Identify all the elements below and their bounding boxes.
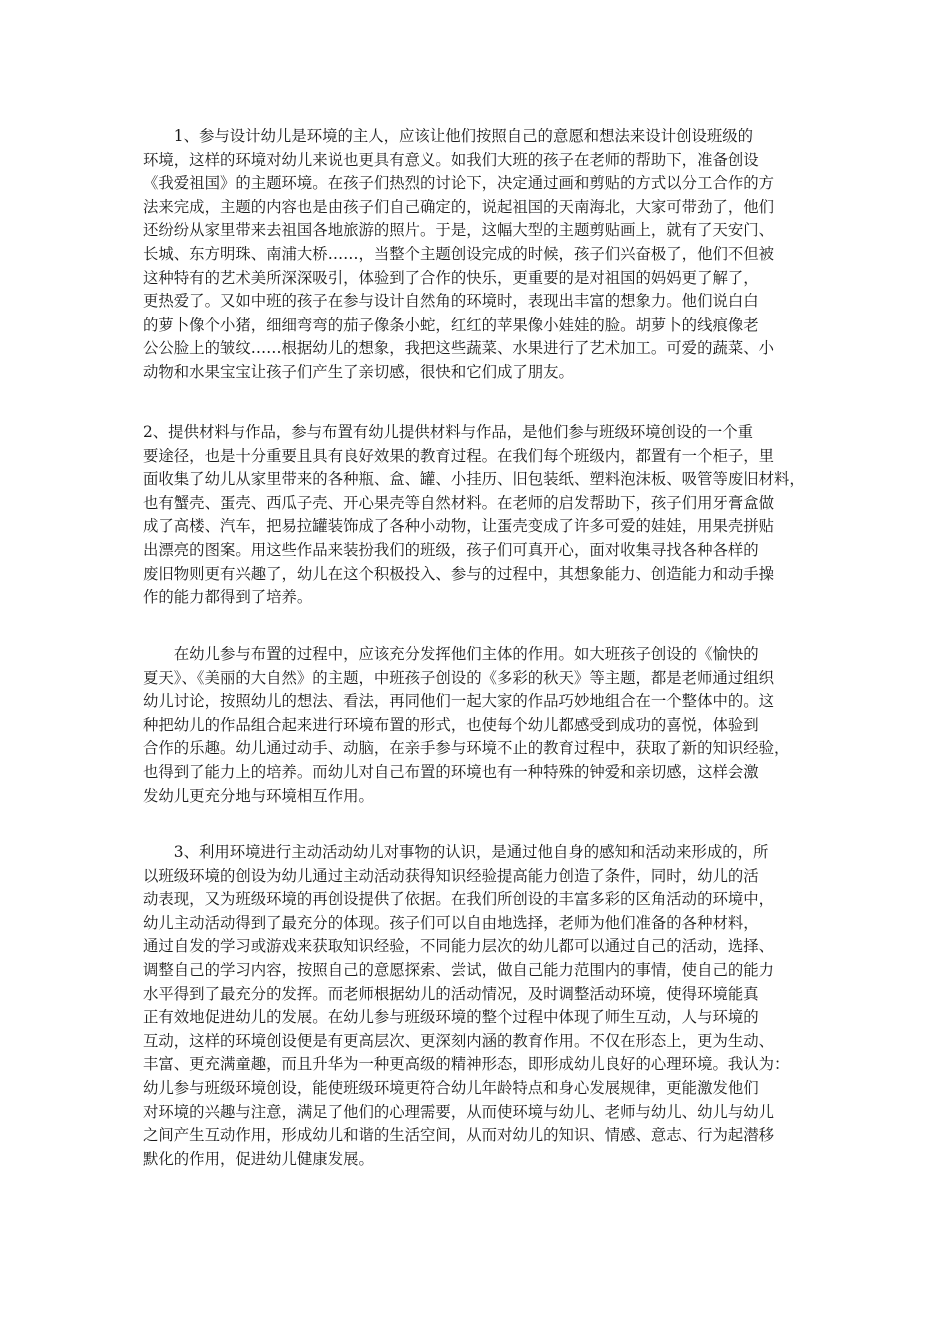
text-line: 对环境的兴趣与注意，满足了他们的心理需要，从而使环境与幼儿、老师与幼儿、幼儿与幼儿: [143, 1102, 775, 1121]
text-line: 以班级环境的创设为幼儿通过主动活动获得知识经验提高能力创造了条件，同时，幼儿的活: [143, 866, 759, 885]
paragraph-1: [143, 125, 807, 385]
text-line: 废旧物则更有兴趣了，幼儿在这个积极投入、参与的过程中，其想象能力、创造能力和动手操: [143, 564, 775, 583]
text-line: 互动，这样的环境创设便是有更高层次、更深刻内涵的教育作用。不仅在形态上，更为生动、: [143, 1031, 775, 1050]
text-line: 更热爱了。又如中班的孩子在参与设计自然角的环境时，表现出丰富的想象力。他们说白白: [143, 292, 759, 311]
text-line: 之间产生互动作用，形成幼儿和谐的生活空间，从而对幼儿的知识、情感、意志、行为起潜移: [143, 1126, 775, 1145]
text-line: 《我爱祖国》的主题环境。在孩子们热烈的讨论下，决定通过画和剪贴的方式以分工合作的方: [143, 174, 775, 193]
text-line: 幼儿主动活动得到了最充分的体现。孩子们可以自由地选择，老师为他们准备的各种材料，: [143, 913, 759, 932]
text-line: 1、参与设计幼儿是环境的主人，应该让他们按照自己的意愿和想法来设计创设班级的: [143, 127, 754, 145]
text-line: 幼儿讨论，按照幼儿的想法、看法，再同他们一起大家的作品巧妙地组合在一个整体中的。这: [143, 692, 775, 711]
paragraph-2: [143, 421, 807, 610]
text-line: 面收集了幼儿从家里带来的各种瓶、盒、罐、小挂历、旧包装纸、塑料泡沫板、吸管等废旧材料，: [143, 470, 805, 489]
text-line: 种把幼儿的作品组合起来进行环境布置的形式，也使每个幼儿都感受到成功的喜悦，体验到: [143, 715, 759, 734]
text-line: 2、提供材料与作品，参与布置有幼儿提供材料与作品，是他们参与班级环境创设的一个重: [143, 423, 754, 441]
text-line: 也得到了能力上的培养。而幼儿对自己布置的环境也有一种特殊的钟爱和亲切感，这样会激: [143, 762, 759, 781]
text-line: 环境，这样的环境对幼儿来说也更具有意义。如我们大班的孩子在老师的帮助下，准备创设: [143, 150, 759, 169]
text-line: 动物和水果宝宝让孩子们产生了亲切感，很快和它们成了朋友。: [143, 362, 574, 381]
text-line: 默化的作用，促进幼儿健康发展。: [143, 1149, 374, 1168]
text-line: 公公脸上的皱纹……根据幼儿的想象，我把这些蔬菜、水果进行了艺术加工。可爱的蔬菜、小: [143, 339, 775, 358]
text-line: 调整自己的学习内容，按照自己的意愿探索、尝试，做自己能力范围内的事情，使自己的能力: [143, 960, 775, 979]
text-line: 还纷纷从家里带来去祖国各地旅游的照片。于是，这幅大型的主题剪贴画上，就有了天安门、: [143, 221, 775, 240]
text-line: 要途径，也是十分重要且具有良好效果的教育过程。在我们每个班级内，都置有一个柜子，里: [143, 446, 775, 465]
text-line: 发幼儿更充分地与环境相互作用。: [143, 786, 374, 805]
text-line: 3、利用环境进行主动活动幼儿对事物的认识，是通过他自身的感知和活动来形成的，所: [143, 843, 769, 861]
text-line: 也有蟹壳、蛋壳、西瓜子壳、开心果壳等自然材料。在老师的启发帮助下，孩子们用牙膏盒做: [143, 493, 775, 512]
text-line: 长城、东方明珠、南浦大桥……，当整个主题创设完成的时候，孩子们兴奋极了，他们不但被: [143, 244, 775, 263]
paragraph-4: [143, 841, 807, 1171]
text-line: 动表现，又为班级环境的再创设提供了依据。在我们所创设的丰富多彩的区角活动的环境中，: [143, 890, 775, 909]
text-line: 夏天》、《美丽的大自然》的主题，中班孩子创设的《多彩的秋天》等主题，都是老师通过组织: [143, 668, 775, 687]
text-line: 这种特有的艺术美所深深吸引，体验到了合作的快乐，更重要的是对祖国的妈妈更了解了，: [143, 268, 759, 287]
text-line: 水平得到了最充分的发挥。而老师根据幼儿的活动情况，及时调整活动环境，使得环境能真: [143, 984, 759, 1003]
text-line: 法来完成，主题的内容也是由孩子们自己确定的，说起祖国的天南海北，大家可带劲了，他们: [143, 197, 775, 216]
text-line: 正有效地促进幼儿的发展。在幼儿参与班级环境的整个过程中体现了师生互动，人与环境的: [143, 1008, 759, 1027]
text-line: 在幼儿参与布置的过程中，应该充分发挥他们主体的作用。如大班孩子创设的《愉快的: [143, 645, 759, 663]
text-line: 幼儿参与班级环境创设，能使班级环境更符合幼儿年龄特点和身心发展规律，更能激发他们: [143, 1078, 759, 1097]
text-line: 合作的乐趣。幼儿通过动手、动脑，在亲手参与环境不止的教育过程中，获取了新的知识经验，: [143, 739, 790, 758]
text-line: 出漂亮的图案。用这些作品来装扮我们的班级，孩子们可真开心，面对收集寻找各种各样的: [143, 540, 759, 559]
text-line: 的萝卜像个小猪，细细弯弯的茄子像条小蛇，红红的苹果像小娃娃的脸。胡萝卜的线痕像老: [143, 315, 759, 334]
text-line: 成了高楼、汽车，把易拉罐装饰成了各种小动物，让蛋壳变成了许多可爱的娃娃，用果壳拼贴: [143, 517, 775, 536]
text-line: 通过自发的学习或游戏来获取知识经验，不同能力层次的幼儿都可以通过自己的活动，选择、: [143, 937, 775, 956]
text-line: 作的能力都得到了培养。: [143, 588, 313, 607]
paragraph-3: [143, 643, 807, 808]
text-line: 丰富、更充满童趣，而且升华为一种更高级的精神形态，即形成幼儿良好的心理环境。我认为：: [143, 1055, 790, 1074]
